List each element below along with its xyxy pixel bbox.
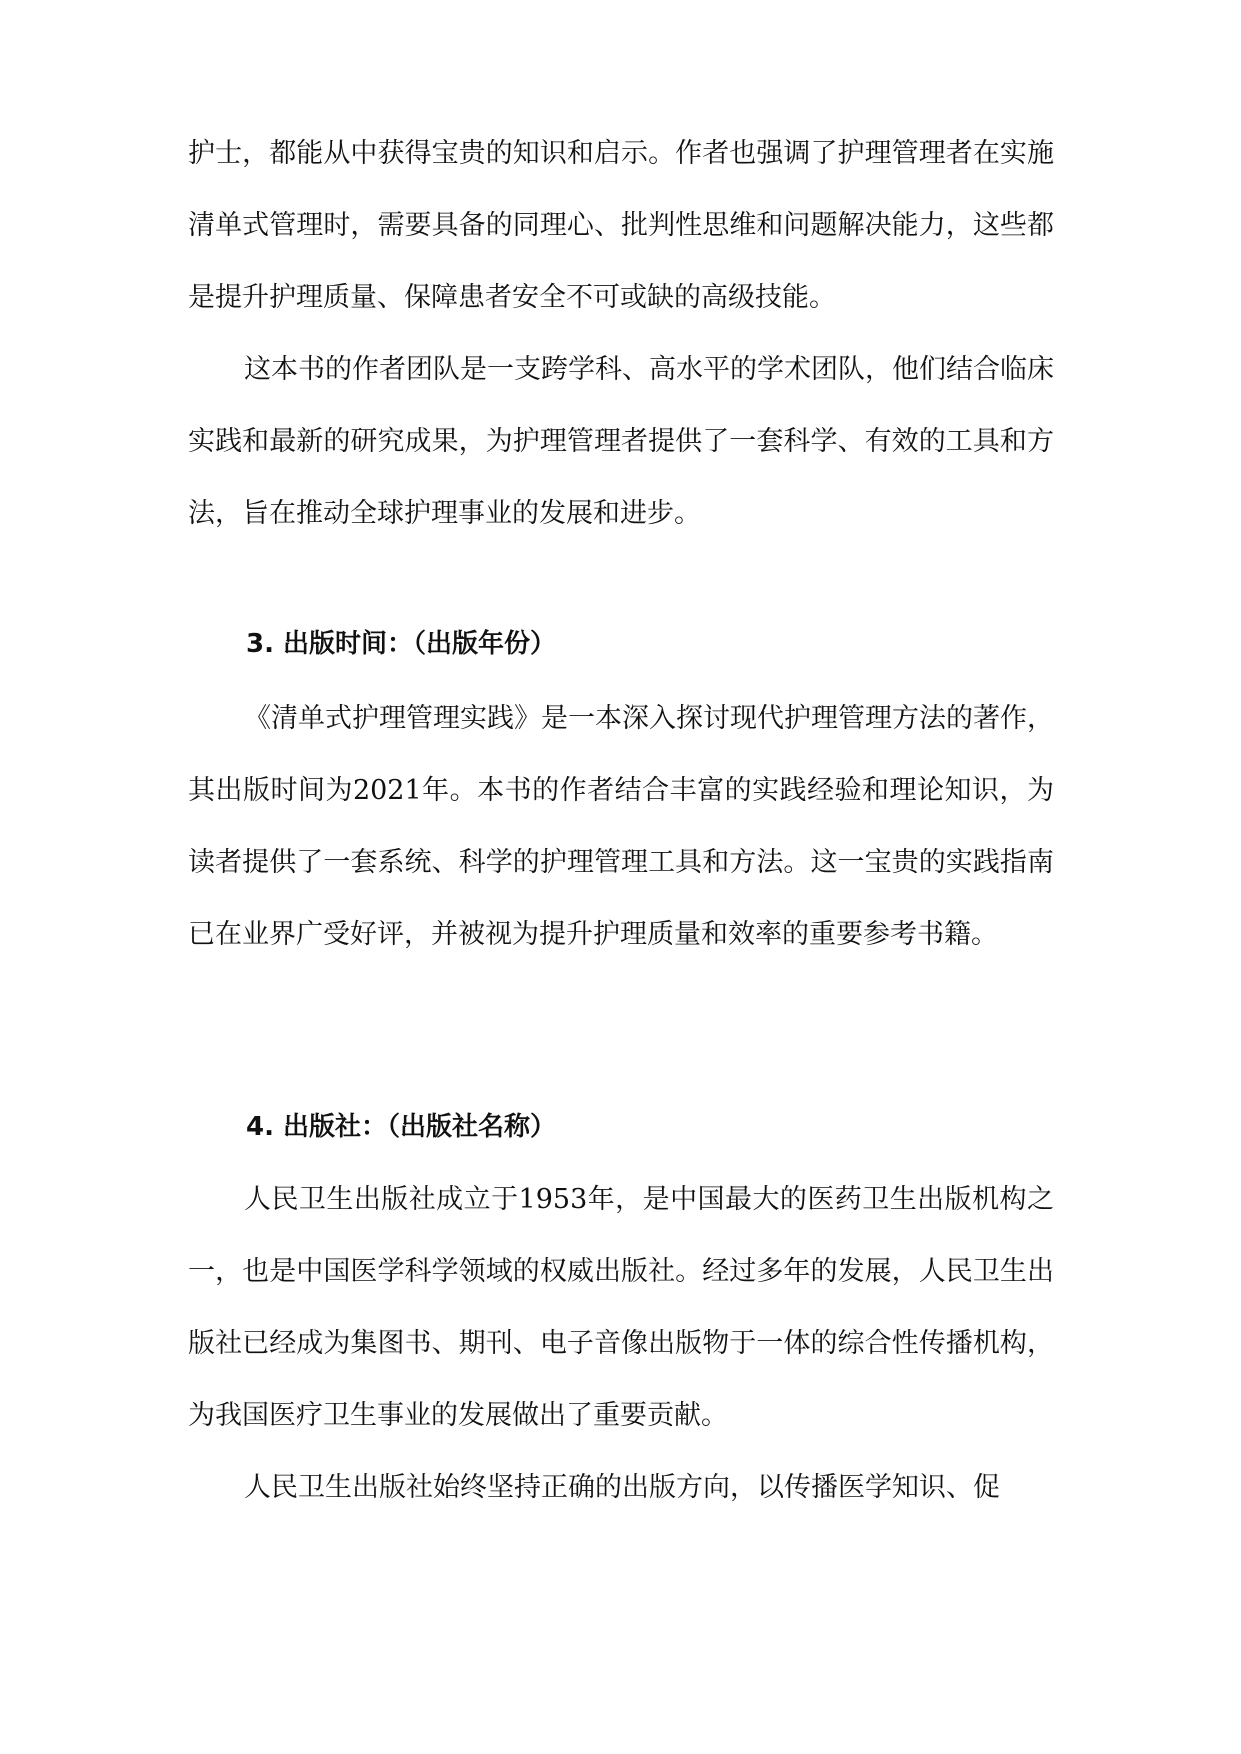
section-heading-publisher: 4. 出版社：（出版社名称） bbox=[246, 1112, 557, 1142]
paragraph-publisher-direction: 人民卫生出版社始终坚持正确的出版方向，以传播医学知识、促 bbox=[244, 1472, 1000, 1503]
paragraph-publication-time: 《清单式护理管理实践》是一本深入探讨现代护理管理方法的著作，其出版时间为2021年。本书的作者结合丰富的实践经验和理论知识，为读者提供了一套系统、科学的护理管理工具和方法。这一宝贵的实践指南已在业界广受好评，并被视为提升护理质量和效率的重要参考书籍。 bbox=[188, 703, 1054, 950]
section-heading-publication-time: 3. 出版时间：（出版年份） bbox=[246, 629, 557, 659]
paragraph-intro-continuation: 护士，都能从中获得宝贵的知识和启示。作者也强调了护理管理者在实施清单式管理时，需要具备的同理心、批判性思维和问题解决能力，这些都是提升护理质量、保障患者安全不可或缺的高级技能。 bbox=[188, 138, 1054, 313]
paragraph-author-team: 这本书的作者团队是一支跨学科、高水平的学术团队，他们结合临床实践和最新的研究成果，为护理管理者提供了一套科学、有效的工具和方法，旨在推动全球护理事业的发展和进步。 bbox=[188, 354, 1054, 529]
paragraph-publisher-intro: 人民卫生出版社成立于1953年，是中国最大的医药卫生出版机构之一，也是中国医学科学领域的权威出版社。经过多年的发展，人民卫生出版社已经成为集图书、期刊、电子音像出版物于一体的综合性传播机构，为我国医疗卫生事业的发展做出了重要贡献。 bbox=[188, 1184, 1054, 1431]
